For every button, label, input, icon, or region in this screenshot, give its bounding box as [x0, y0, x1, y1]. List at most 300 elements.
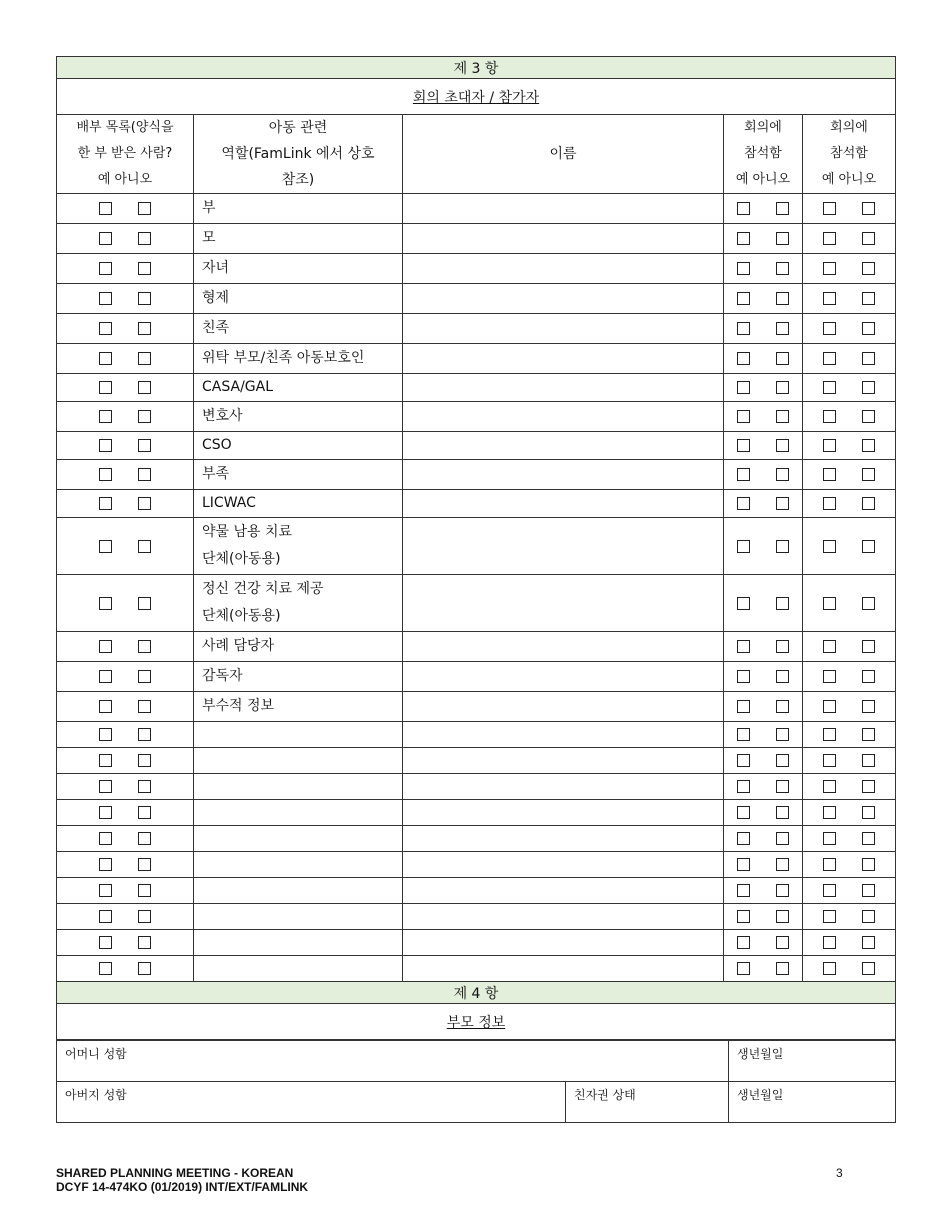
attended-no-checkbox[interactable] — [862, 381, 875, 394]
invited-yes-checkbox[interactable] — [737, 262, 750, 275]
attended-yes-checkbox[interactable] — [823, 410, 836, 423]
role-cell: 정신 건강 치료 제공 단체(아동용) — [194, 575, 403, 632]
invited-no-checkbox[interactable] — [776, 670, 789, 683]
distribution-cell — [57, 254, 194, 284]
invited-no-checkbox[interactable] — [776, 858, 789, 871]
role-cell — [194, 826, 403, 852]
distribution-cell — [57, 632, 194, 662]
distribution-no-checkbox[interactable] — [138, 468, 151, 481]
invited-yes-checkbox[interactable] — [737, 670, 750, 683]
attended-yes-checkbox[interactable] — [823, 439, 836, 452]
attended-no-checkbox[interactable] — [862, 497, 875, 510]
participant-name-field[interactable] — [403, 224, 724, 254]
invited-cell — [724, 826, 803, 852]
mother-name-label: 어머니 성함 — [65, 1047, 127, 1061]
attended-cell — [803, 460, 896, 490]
distribution-cell — [57, 722, 194, 748]
distribution-cell — [57, 575, 194, 632]
participant-name-field[interactable] — [403, 632, 724, 662]
role-cell — [194, 722, 403, 748]
role-cell — [194, 930, 403, 956]
attended-no-checkbox[interactable] — [862, 352, 875, 365]
invited-cell — [724, 800, 803, 826]
distribution-cell — [57, 800, 194, 826]
role-cell — [194, 878, 403, 904]
role-cell: 위탁 부모/친족 아동보호인 — [194, 344, 403, 374]
distribution-yes-checkbox[interactable] — [99, 832, 112, 845]
distribution-no-checkbox[interactable] — [138, 352, 151, 365]
attended-cell — [803, 402, 896, 432]
invited-no-checkbox[interactable] — [776, 292, 789, 305]
distribution-yes-checkbox[interactable] — [99, 597, 112, 610]
role-cell — [194, 748, 403, 774]
invited-yes-checkbox[interactable] — [737, 754, 750, 767]
participant-name-field[interactable] — [403, 826, 724, 852]
attended-yes-checkbox[interactable] — [823, 381, 836, 394]
attended-yes-checkbox[interactable] — [823, 754, 836, 767]
role-cell: CASA/GAL — [194, 374, 403, 402]
attended-yes-checkbox[interactable] — [823, 292, 836, 305]
attended-no-checkbox[interactable] — [862, 858, 875, 871]
attended-cell — [803, 632, 896, 662]
distribution-yes-checkbox[interactable] — [99, 439, 112, 452]
invited-no-checkbox[interactable] — [776, 754, 789, 767]
participant-row — [57, 254, 896, 284]
distribution-yes-checkbox[interactable] — [99, 497, 112, 510]
distribution-cell — [57, 662, 194, 692]
attended-cell — [803, 904, 896, 930]
distribution-no-checkbox[interactable] — [138, 936, 151, 949]
distribution-no-checkbox[interactable] — [138, 410, 151, 423]
attended-no-checkbox[interactable] — [862, 728, 875, 741]
attended-yes-checkbox[interactable] — [823, 352, 836, 365]
invited-yes-checkbox[interactable] — [737, 292, 750, 305]
invited-no-checkbox[interactable] — [776, 232, 789, 245]
invited-no-checkbox[interactable] — [776, 884, 789, 897]
distribution-no-checkbox[interactable] — [138, 806, 151, 819]
attended-no-checkbox[interactable] — [862, 700, 875, 713]
distribution-yes-checkbox[interactable] — [99, 728, 112, 741]
distribution-yes-checkbox[interactable] — [99, 202, 112, 215]
invited-yes-checkbox[interactable] — [737, 640, 750, 653]
participant-row — [57, 774, 896, 800]
role-cell: 약물 남용 치료 단체(아동용) — [194, 518, 403, 575]
invited-cell — [724, 904, 803, 930]
invited-yes-checkbox[interactable] — [737, 410, 750, 423]
invited-cell — [724, 575, 803, 632]
distribution-cell — [57, 194, 194, 224]
distribution-yes-checkbox[interactable] — [99, 962, 112, 975]
attended-no-checkbox[interactable] — [862, 540, 875, 553]
participant-name-field[interactable] — [403, 374, 724, 402]
distribution-no-checkbox[interactable] — [138, 597, 151, 610]
participant-row — [57, 852, 896, 878]
custody-status-label: 친자권 상태 — [574, 1088, 636, 1102]
invited-cell — [724, 774, 803, 800]
distribution-cell — [57, 374, 194, 402]
invited-yes-checkbox[interactable] — [737, 468, 750, 481]
attended-cell — [803, 224, 896, 254]
footer-title: SHARED PLANNING MEETING - KOREAN — [56, 1166, 294, 1180]
attended-no-checkbox[interactable] — [862, 292, 875, 305]
distribution-yes-checkbox[interactable] — [99, 232, 112, 245]
invited-cell — [724, 692, 803, 722]
participant-name-field[interactable] — [403, 800, 724, 826]
distribution-no-checkbox[interactable] — [138, 540, 151, 553]
mother-name-field[interactable] — [57, 1041, 729, 1082]
participant-row — [57, 460, 896, 490]
participant-row — [57, 662, 896, 692]
participant-name-field[interactable] — [403, 402, 724, 432]
attended-cell — [803, 826, 896, 852]
role-cell — [194, 956, 403, 982]
attended-no-checkbox[interactable] — [862, 962, 875, 975]
distribution-cell — [57, 284, 194, 314]
role-cell: 형제 — [194, 284, 403, 314]
invited-cell — [724, 344, 803, 374]
distribution-cell — [57, 692, 194, 722]
attended-no-checkbox[interactable] — [862, 780, 875, 793]
role-cell: 부 — [194, 194, 403, 224]
invited-cell — [724, 518, 803, 575]
attended-yes-checkbox[interactable] — [823, 884, 836, 897]
invited-yes-checkbox[interactable] — [737, 597, 750, 610]
attended-yes-checkbox[interactable] — [823, 232, 836, 245]
distribution-yes-checkbox[interactable] — [99, 468, 112, 481]
attended-cell — [803, 930, 896, 956]
distribution-yes-checkbox[interactable] — [99, 670, 112, 683]
invited-no-checkbox[interactable] — [776, 806, 789, 819]
role-column-header: 아동 관련 역할(FamLink 에서 상호 참조) — [194, 115, 403, 194]
invited-cell — [724, 722, 803, 748]
invited-no-checkbox[interactable] — [776, 381, 789, 394]
distribution-cell — [57, 224, 194, 254]
attended-yes-checkbox[interactable] — [823, 262, 836, 275]
attended-no-checkbox[interactable] — [862, 754, 875, 767]
invited-no-checkbox[interactable] — [776, 832, 789, 845]
parent-info-table — [56, 1040, 896, 1123]
distribution-yes-checkbox[interactable] — [99, 936, 112, 949]
distribution-yes-checkbox[interactable] — [99, 322, 112, 335]
distribution-yes-checkbox[interactable] — [99, 806, 112, 819]
distribution-no-checkbox[interactable] — [138, 322, 151, 335]
attended-cell — [803, 344, 896, 374]
distribution-no-checkbox[interactable] — [138, 292, 151, 305]
invited-yes-checkbox[interactable] — [737, 381, 750, 394]
invited-yes-checkbox[interactable] — [737, 322, 750, 335]
role-cell — [194, 800, 403, 826]
distribution-yes-checkbox[interactable] — [99, 292, 112, 305]
invited-no-checkbox[interactable] — [776, 936, 789, 949]
participant-row — [57, 748, 896, 774]
page-number: 3 — [836, 1166, 843, 1180]
column-header-row — [57, 115, 896, 194]
attended-yes-checkbox[interactable] — [823, 497, 836, 510]
distribution-yes-checkbox[interactable] — [99, 700, 112, 713]
distribution-cell — [57, 432, 194, 460]
attended-no-checkbox[interactable] — [862, 597, 875, 610]
attended-no-checkbox[interactable] — [862, 439, 875, 452]
attended-cell — [803, 662, 896, 692]
custody-status-field[interactable] — [566, 1082, 729, 1123]
invited-yes-checkbox[interactable] — [737, 884, 750, 897]
attended-no-checkbox[interactable] — [862, 640, 875, 653]
attended-no-checkbox[interactable] — [862, 322, 875, 335]
attended-yes-checkbox[interactable] — [823, 780, 836, 793]
invited-no-checkbox[interactable] — [776, 780, 789, 793]
participant-name-field[interactable] — [403, 344, 724, 374]
attended-yes-checkbox[interactable] — [823, 670, 836, 683]
participant-row — [57, 518, 896, 575]
role-cell: 부족 — [194, 460, 403, 490]
participant-row — [57, 956, 896, 982]
invited-no-checkbox[interactable] — [776, 262, 789, 275]
participant-row — [57, 692, 896, 722]
invited-cell — [724, 432, 803, 460]
attended-no-checkbox[interactable] — [862, 806, 875, 819]
distribution-cell — [57, 490, 194, 518]
participant-name-field[interactable] — [403, 284, 724, 314]
invited-no-checkbox[interactable] — [776, 910, 789, 923]
role-cell: 감독자 — [194, 662, 403, 692]
father-dob-field[interactable] — [729, 1082, 896, 1123]
attended-yes-checkbox[interactable] — [823, 540, 836, 553]
participant-name-field[interactable] — [403, 748, 724, 774]
attended-cell — [803, 518, 896, 575]
distribution-no-checkbox[interactable] — [138, 884, 151, 897]
invited-no-checkbox[interactable] — [776, 497, 789, 510]
invited-cell — [724, 490, 803, 518]
distribution-no-checkbox[interactable] — [138, 232, 151, 245]
invited-cell — [724, 632, 803, 662]
invited-cell — [724, 254, 803, 284]
invited-yes-checkbox[interactable] — [737, 806, 750, 819]
distribution-no-checkbox[interactable] — [138, 439, 151, 452]
attended-yes-checkbox[interactable] — [823, 962, 836, 975]
attended-cell — [803, 878, 896, 904]
invited-yes-checkbox[interactable] — [737, 352, 750, 365]
father-name-field[interactable] — [57, 1082, 566, 1123]
invited-no-checkbox[interactable] — [776, 640, 789, 653]
attended-yes-checkbox[interactable] — [823, 640, 836, 653]
participant-row — [57, 878, 896, 904]
attended-cell — [803, 800, 896, 826]
participant-name-field[interactable] — [403, 194, 724, 224]
distribution-no-checkbox[interactable] — [138, 910, 151, 923]
distribution-no-checkbox[interactable] — [138, 497, 151, 510]
distribution-yes-checkbox[interactable] — [99, 780, 112, 793]
distribution-cell — [57, 518, 194, 575]
invited-cell — [724, 748, 803, 774]
distribution-no-checkbox[interactable] — [138, 262, 151, 275]
invited-no-checkbox[interactable] — [776, 468, 789, 481]
attended-yes-checkbox[interactable] — [823, 858, 836, 871]
participant-row — [57, 374, 896, 402]
role-cell: 변호사 — [194, 402, 403, 432]
invited-yes-checkbox[interactable] — [737, 910, 750, 923]
participant-name-field[interactable] — [403, 254, 724, 284]
attended-no-checkbox[interactable] — [862, 468, 875, 481]
attended-yes-checkbox[interactable] — [823, 597, 836, 610]
invited-no-checkbox[interactable] — [776, 728, 789, 741]
distribution-no-checkbox[interactable] — [138, 728, 151, 741]
participant-name-field[interactable] — [403, 518, 724, 575]
attended-yes-checkbox[interactable] — [823, 910, 836, 923]
invited-yes-checkbox[interactable] — [737, 936, 750, 949]
attended-yes-checkbox[interactable] — [823, 832, 836, 845]
distribution-cell — [57, 904, 194, 930]
role-cell — [194, 774, 403, 800]
participant-row — [57, 722, 896, 748]
attended-no-checkbox[interactable] — [862, 410, 875, 423]
invited-no-checkbox[interactable] — [776, 410, 789, 423]
invited-yes-checkbox[interactable] — [737, 497, 750, 510]
attended-no-checkbox[interactable] — [862, 670, 875, 683]
invited-cell — [724, 374, 803, 402]
invited-yes-checkbox[interactable] — [737, 962, 750, 975]
invited-yes-checkbox[interactable] — [737, 232, 750, 245]
distribution-no-checkbox[interactable] — [138, 832, 151, 845]
participant-row — [57, 632, 896, 662]
section-4-title: 제 4 항 — [57, 982, 896, 1004]
invited-no-checkbox[interactable] — [776, 202, 789, 215]
attended-yes-checkbox[interactable] — [823, 468, 836, 481]
distribution-column-header: 배부 목록(양식을 한 부 받은 사람? 예 아니오 — [57, 115, 194, 194]
distribution-no-checkbox[interactable] — [138, 700, 151, 713]
distribution-cell — [57, 852, 194, 878]
distribution-yes-checkbox[interactable] — [99, 754, 112, 767]
attended-no-checkbox[interactable] — [862, 910, 875, 923]
invited-yes-checkbox[interactable] — [737, 832, 750, 845]
invited-no-checkbox[interactable] — [776, 700, 789, 713]
mother-dob-field[interactable] — [729, 1041, 896, 1082]
distribution-no-checkbox[interactable] — [138, 670, 151, 683]
participant-row — [57, 314, 896, 344]
participant-name-field[interactable] — [403, 575, 724, 632]
participant-name-field[interactable] — [403, 722, 724, 748]
distribution-yes-checkbox[interactable] — [99, 858, 112, 871]
participant-name-field[interactable] — [403, 774, 724, 800]
invited-cell — [724, 194, 803, 224]
participant-name-field[interactable] — [403, 314, 724, 344]
distribution-no-checkbox[interactable] — [138, 754, 151, 767]
distribution-yes-checkbox[interactable] — [99, 884, 112, 897]
invited-no-checkbox[interactable] — [776, 352, 789, 365]
invited-yes-checkbox[interactable] — [737, 728, 750, 741]
distribution-no-checkbox[interactable] — [138, 640, 151, 653]
distribution-yes-checkbox[interactable] — [99, 262, 112, 275]
attended-cell — [803, 314, 896, 344]
distribution-no-checkbox[interactable] — [138, 858, 151, 871]
name-column-header: 이름 — [403, 115, 724, 194]
attended-no-checkbox[interactable] — [862, 884, 875, 897]
invited-no-checkbox[interactable] — [776, 322, 789, 335]
attended-no-checkbox[interactable] — [862, 202, 875, 215]
attended-yes-checkbox[interactable] — [823, 202, 836, 215]
invited-no-checkbox[interactable] — [776, 597, 789, 610]
invited-no-checkbox[interactable] — [776, 540, 789, 553]
attended-no-checkbox[interactable] — [862, 936, 875, 949]
participant-name-field[interactable] — [403, 852, 724, 878]
attended-no-checkbox[interactable] — [862, 832, 875, 845]
attended-no-checkbox[interactable] — [862, 262, 875, 275]
form-body — [56, 56, 895, 1123]
invited-cell — [724, 224, 803, 254]
participant-name-field[interactable] — [403, 904, 724, 930]
invited-yes-checkbox[interactable] — [737, 439, 750, 452]
attended-yes-checkbox[interactable] — [823, 936, 836, 949]
distribution-cell — [57, 748, 194, 774]
invited-cell — [724, 852, 803, 878]
invited-column-header: 회의에 참석함 예 아니오 — [724, 115, 803, 194]
footer-form-number: DCYF 14-474KO (01/2019) INT/EXT/FAMLINK — [56, 1180, 309, 1194]
distribution-no-checkbox[interactable] — [138, 381, 151, 394]
distribution-cell — [57, 344, 194, 374]
participant-name-field[interactable] — [403, 460, 724, 490]
invited-yes-checkbox[interactable] — [737, 858, 750, 871]
attended-cell — [803, 722, 896, 748]
distribution-no-checkbox[interactable] — [138, 202, 151, 215]
distribution-cell — [57, 878, 194, 904]
distribution-yes-checkbox[interactable] — [99, 910, 112, 923]
invited-yes-checkbox[interactable] — [737, 202, 750, 215]
invited-cell — [724, 284, 803, 314]
role-cell: 자녀 — [194, 254, 403, 284]
participant-row — [57, 490, 896, 518]
attended-yes-checkbox[interactable] — [823, 728, 836, 741]
distribution-no-checkbox[interactable] — [138, 780, 151, 793]
distribution-cell — [57, 930, 194, 956]
participant-name-field[interactable] — [403, 662, 724, 692]
form-footer — [56, 1166, 308, 1194]
father-name-label: 아버지 성함 — [65, 1088, 127, 1102]
distribution-yes-checkbox[interactable] — [99, 640, 112, 653]
invited-yes-checkbox[interactable] — [737, 700, 750, 713]
invited-cell — [724, 314, 803, 344]
participant-name-field[interactable] — [403, 490, 724, 518]
participants-table — [56, 56, 896, 1040]
invited-no-checkbox[interactable] — [776, 962, 789, 975]
participant-name-field[interactable] — [403, 956, 724, 982]
participant-row — [57, 194, 896, 224]
attended-yes-checkbox[interactable] — [823, 806, 836, 819]
invited-yes-checkbox[interactable] — [737, 540, 750, 553]
attended-yes-checkbox[interactable] — [823, 700, 836, 713]
invited-yes-checkbox[interactable] — [737, 780, 750, 793]
role-cell: 친족 — [194, 314, 403, 344]
attended-no-checkbox[interactable] — [862, 232, 875, 245]
attended-cell — [803, 374, 896, 402]
participant-row — [57, 930, 896, 956]
distribution-yes-checkbox[interactable] — [99, 540, 112, 553]
distribution-cell — [57, 956, 194, 982]
father-dob-label: 생년월일 — [737, 1088, 784, 1102]
distribution-yes-checkbox[interactable] — [99, 410, 112, 423]
attended-yes-checkbox[interactable] — [823, 322, 836, 335]
distribution-yes-checkbox[interactable] — [99, 381, 112, 394]
attended-cell — [803, 284, 896, 314]
participant-name-field[interactable] — [403, 692, 724, 722]
section-3-subtitle: 회의 초대자 / 참가자 — [57, 79, 896, 115]
distribution-no-checkbox[interactable] — [138, 962, 151, 975]
participant-name-field[interactable] — [403, 432, 724, 460]
invited-cell — [724, 402, 803, 432]
distribution-yes-checkbox[interactable] — [99, 352, 112, 365]
role-cell: 모 — [194, 224, 403, 254]
invited-no-checkbox[interactable] — [776, 439, 789, 452]
participant-name-field[interactable] — [403, 930, 724, 956]
participant-name-field[interactable] — [403, 878, 724, 904]
